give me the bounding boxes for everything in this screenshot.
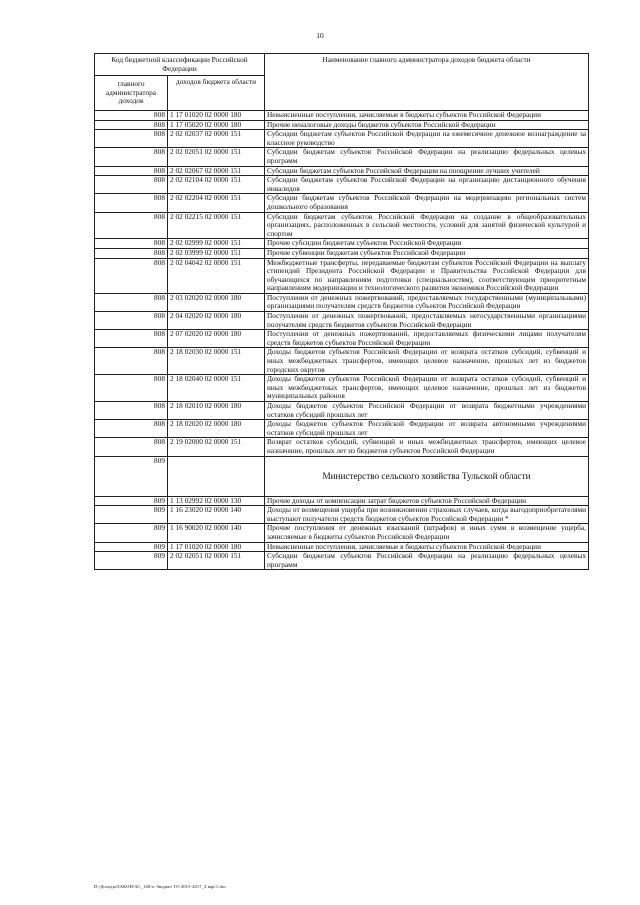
admin-code-cell: 808 <box>95 166 168 176</box>
table-row <box>95 111 589 121</box>
table-row <box>95 248 589 258</box>
table-row <box>95 148 589 166</box>
table-body <box>95 111 589 570</box>
admin-code-cell: 809 <box>95 524 168 542</box>
admin-code-cell: 808 <box>95 420 168 438</box>
admin-code-cell: 808 <box>95 239 168 249</box>
income-codes-table <box>94 53 589 570</box>
income-name-cell: Прочие неналоговые доходы бюджетов субъектов Российской Федерации <box>265 120 589 130</box>
admin-code-cell: 808 <box>95 348 168 375</box>
income-name-cell: Поступления от денежных пожертвований, предоставляемых физическими лицами получателям средств бюджетов субъектов Российской Федерации <box>265 330 589 348</box>
admin-code-cell: 808 <box>95 438 168 456</box>
income-name-cell: Поступления от денежных пожертвований, предоставляемых государственными (муниципальными) организациями получателям средств бюджетов субъектов Российской Федерации <box>265 293 589 311</box>
page-number: 10 <box>316 31 324 40</box>
income-name-cell: Межбюджетные трансферты, передаваемые бюджетам субъектов Российской Федерации на выплату стипендий Президента Российской Федерации и Правительства Российской Федерации для обучающихся по направлениям подготовки (специальностям), соответствующим приоритетным направлениям модернизации и технологического развития экономики Российской Федерации <box>265 258 589 293</box>
header-admin: главного администратора доходов <box>95 76 168 111</box>
footer-file-path: D:\Доходы\ЗАКОН\АС_140\ч. бюджет ТО 2015-2017_2 вар\1.doc <box>94 884 227 889</box>
income-code-cell: 2 03 02020 02 0000 180 <box>168 293 265 311</box>
income-name-cell: Доходы бюджетов субъектов Российской Федерации от возврата автономными учреждениями остатков субсидий прошлых лет <box>265 420 589 438</box>
income-code-cell: 2 02 02999 02 0000 151 <box>168 239 265 249</box>
income-name-cell: Субсидии бюджетам субъектов Российской Федерации на модернизацию региональных систем дошкольного образования <box>265 194 589 212</box>
income-name-cell: Субсидии бюджетам субъектов Российской Федерации на реализацию федеральных целевых программ <box>265 552 589 570</box>
income-code-cell: 2 18 02010 02 0000 180 <box>168 402 265 420</box>
income-name-cell: Субсидии бюджетам субъектов Российской Федерации на ежемесячное денежное вознаграждение за классное руководство <box>265 130 589 148</box>
table-row <box>95 506 589 524</box>
header-income: доходов бюджета области <box>168 76 265 111</box>
income-name-cell: Доходы бюджетов субъектов Российской Федерации от возврата бюджетными учреждениями остатков субсидий прошлых лет <box>265 402 589 420</box>
table-row <box>95 496 589 506</box>
income-code-cell: 2 04 02020 02 0000 180 <box>168 312 265 330</box>
admin-code-cell: 808 <box>95 130 168 148</box>
table-row <box>95 258 589 293</box>
income-name-cell: Доходы бюджетов субъектов Российской Федерации от возврата остатков субсидий, субвенций и иных межбюджетных трансфертов, имеющих целевое назначение, прошлых лет из бюджетов муниципальных районов <box>265 375 589 402</box>
income-name-cell: Субсидии бюджетам субъектов Российской Федерации на организацию дистанционного обучения инвалидов <box>265 176 589 194</box>
income-name-cell: Поступления от денежных пожертвований, предоставляемых негосударственными организациями получателям средств бюджетов субъектов Российской Федерации <box>265 312 589 330</box>
admin-code-cell: 808 <box>95 194 168 212</box>
income-code-cell: 1 17 01020 02 0000 180 <box>168 111 265 121</box>
admin-code-cell: 809 <box>95 552 168 570</box>
income-code-cell: 2 02 02067 02 0000 151 <box>168 166 265 176</box>
income-name-cell: Субсидии бюджетам субъектов Российской Федерации на создание в общеобразовательных организациях, расположенных в сельской местности, условий для занятий физической культурой и спортом <box>265 212 589 239</box>
admin-code-cell: 808 <box>95 375 168 402</box>
income-name-cell: Возврат остатков субсидий, субвенций и иных межбюджетных трансфертов, имеющих целевое назначение, прошлых лет из бюджетов субъектов Российской Федерации <box>265 438 589 456</box>
income-code-cell: 2 02 02104 02 0000 151 <box>168 176 265 194</box>
admin-code-cell: 809 <box>95 506 168 524</box>
admin-code-cell: 808 <box>95 176 168 194</box>
admin-code-cell: 809 <box>95 496 168 506</box>
income-code-cell: 2 02 02215 02 0000 151 <box>168 212 265 239</box>
income-name-cell: Прочие субсидии бюджетам субъектов Российской Федерации <box>265 239 589 249</box>
income-code-cell: 1 13 02992 02 0000 130 <box>168 496 265 506</box>
income-code-cell: 2 18 02020 02 0000 180 <box>168 420 265 438</box>
income-code-cell: 2 18 02030 02 0000 151 <box>168 348 265 375</box>
table-row <box>95 402 589 420</box>
income-code-cell: 2 19 02000 02 0000 151 <box>168 438 265 456</box>
income-code-cell: 2 02 02051 02 0000 151 <box>168 148 265 166</box>
header-row <box>95 54 589 76</box>
table-row <box>95 293 589 311</box>
income-name-cell: Субсидии бюджетам субъектов Российской Федерации на реализацию федеральных целевых программ <box>265 148 589 166</box>
income-name-cell: Доходы от возмещения ущерба при возникновении страховых случаев, когда выгодоприобретателями выступают получатели средств бюджетов субъектов Российской Федерации * <box>265 506 589 524</box>
income-code-cell: 2 02 02037 02 0000 151 <box>168 130 265 148</box>
table-row <box>95 552 589 570</box>
income-code-cell: 2 02 03999 02 0000 151 <box>168 248 265 258</box>
income-code-cell: 2 02 02051 02 0000 151 <box>168 552 265 570</box>
income-name-cell: Прочие субвенции бюджетам субъектов Российской Федерации <box>265 248 589 258</box>
table-row <box>95 130 589 148</box>
admin-code-cell: 808 <box>95 111 168 121</box>
header-code-group: Код бюджетной классификации Российской Федерации <box>95 54 265 76</box>
admin-code-cell: 808 <box>95 312 168 330</box>
income-code-cell: 1 16 90020 02 0000 140 <box>168 524 265 542</box>
admin-code-cell: 808 <box>95 402 168 420</box>
income-name-cell: Субсидии бюджетам субъектов Российской Федерации на поощрение лучших учителей <box>265 166 589 176</box>
income-name-cell: Прочие поступления от денежных взысканий (штрафов) и иных сумм в возмещение ущерба, зачисляемые в бюджеты субъектов Российской Федерации <box>265 524 589 542</box>
admin-code-cell: 808 <box>95 330 168 348</box>
income-name-cell: Невыясненные поступления, зачисляемые в бюджеты субъектов Российской Федерации <box>265 542 589 552</box>
table-row <box>95 375 589 402</box>
table-row <box>95 438 589 456</box>
table-row <box>95 239 589 249</box>
admin-code-cell: 808 <box>95 148 168 166</box>
header-name: Наименование главного администратора доходов бюджета области <box>265 54 589 111</box>
admin-code-cell: 808 <box>95 258 168 293</box>
admin-code-cell: 809 <box>95 456 168 496</box>
table-row <box>95 330 589 348</box>
income-code-cell: 2 18 02040 02 0000 151 <box>168 375 265 402</box>
table-row <box>95 194 589 212</box>
income-name-cell: Невыясненные поступления, зачисляемые в бюджеты субъектов Российской Федерации <box>265 111 589 121</box>
income-code-cell: 1 17 05020 02 0000 180 <box>168 120 265 130</box>
ministry-row <box>95 456 589 496</box>
admin-code-cell: 809 <box>95 542 168 552</box>
table-row <box>95 524 589 542</box>
table-row <box>95 542 589 552</box>
table-row <box>95 176 589 194</box>
income-code-cell: 1 16 23020 02 0000 140 <box>168 506 265 524</box>
admin-code-cell: 808 <box>95 248 168 258</box>
table-row <box>95 212 589 239</box>
table-row <box>95 420 589 438</box>
income-name-cell: Прочие доходы от компенсации затрат бюджетов субъектов Российской Федерации <box>265 496 589 506</box>
table-row <box>95 312 589 330</box>
table-row <box>95 348 589 375</box>
income-code-cell <box>168 456 265 496</box>
income-code-cell: 2 07 02020 02 0000 180 <box>168 330 265 348</box>
ministry-title: Министерство сельского хозяйства Тульской области <box>265 456 589 496</box>
table-row <box>95 120 589 130</box>
admin-code-cell: 808 <box>95 212 168 239</box>
income-code-cell: 1 17 01020 02 0000 180 <box>168 542 265 552</box>
income-name-cell: Доходы бюджетов субъектов Российской Федерации от возврата остатков субсидий, субвенций и иных межбюджетных трансфертов, имеющих целевое назначение, прошлых лет из бюджетов городских округов <box>265 348 589 375</box>
income-code-cell: 2 02 04042 02 0000 151 <box>168 258 265 293</box>
admin-code-cell: 808 <box>95 120 168 130</box>
table-row <box>95 166 589 176</box>
income-code-cell: 2 02 02204 02 0000 151 <box>168 194 265 212</box>
admin-code-cell: 808 <box>95 293 168 311</box>
